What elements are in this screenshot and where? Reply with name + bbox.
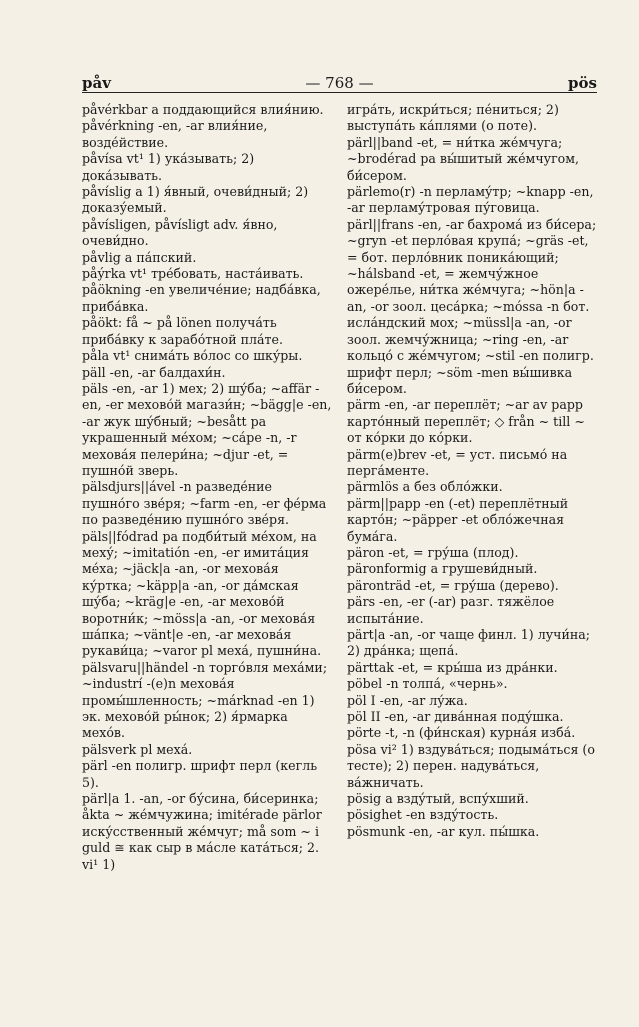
entry: pärl||frans -en, -ar бахрома́ из би́сера; ~gryn -et перло́вая крупа́; ~gräs -et, = бот. перло́вник поника́ющий; ~hálsband -et, = жемчу́жное ожере́лье, ни́тка же́мчуга; ~hön|a -an, -or зоол. цеса́рка; ~móssa -n бот. исла́ндский мох; ~müssl|a -an, -or зоол. жемчу́жница; ~ring -en, -ar кольцо́ с же́мчугом; ~stil -en полигр. шрифт перл; ~söm -men вы́шивка би́сером. [347,216,597,396]
header-right-guide-word: pös [568,74,597,92]
entry: pöbel -n толпа́, «чернь». [347,676,508,692]
entry: påvíslig a 1) я́вный, очеви́дный; 2) доказу́емый. [82,184,309,216]
entry: påvérkbar a поддающийся влия́нию. [82,102,324,117]
entry: игра́ть, искри́ться; пе́ниться; 2) выступа́ть ка́плями (о поте). [347,102,559,134]
page-header [82,70,597,93]
entry: påvísa vt¹ 1) ука́зывать; 2) дока́зывать. [82,151,255,183]
entry: pösmunk -en, -ar кул. пы́шка. [347,823,540,839]
entry: päll -en, -ar балдахи́н. [82,364,226,380]
entry: pörte -t, -n (фи́нская) курна́я изба́. [347,725,576,741]
entry: påvérkning -en, -ar влия́ние, возде́йствие. [82,118,268,150]
header-left-guide-word: påv [82,74,111,92]
entry: pärt|a -an, -or чаще финл. 1) лучи́на; 2) дра́нка; щепа́. [347,627,591,659]
entry: päronformig a грушеви́дный. [347,561,538,577]
entry: pärlemo(r) -n перламу́тр; ~knapp -en, -ar перламу́тровая пу́говица. [347,184,594,216]
entry: påýrka vt¹ тре́бовать, наста́ивать. [82,266,304,282]
entry: päls -en, -ar 1) мех; 2) шу́ба; ~affär -en, -er мехово́й магази́н; ~bägg|e -en, -ar жук шу́бный; ~besått pa украшенный ме́хом; ~cáре -n, -r мехова́я пелери́на; ~djur -et, = пушно́й зверь. [82,380,332,478]
entry: pärs -en, -er (-ar) разг. тяжёлое испыта́ние. [347,594,555,626]
entry: pälsverk pl меха́. [82,741,193,757]
entry: pärl||band -et, = ни́тка же́мчуга; ~brodérad pa вы́шитый же́мчугом, би́сером. [347,134,580,183]
entry: päls||fódrad pa подби́тый ме́хом, на меху́; ~imitatión -en, -er имита́ция ме́ха; ~jäck|a -an, -or мехова́я ку́ртка; ~käpp|a -an, -or да́мская шу́ба; ~kräg|e -en, -ar мехово́й воротни́к; ~möss|a -an, -or мехова́я ша́пка; ~vänt|e -en, -ar мехова́я рукави́ца; ~varor pl меха́, пушни́на. [82,528,322,659]
entry: pärm -en, -ar переплёт; ~ar av papp карто́нный переплёт; ◇ från ~ till ~ от ко́рки до ко́рки. [347,397,585,446]
entry: pärttak -et, = кры́ша из дра́нки. [347,659,558,675]
entry: pälsdjurs||ável -n разведе́ние пушно́го зве́ря; ~farm -en, -er фе́рма по разведе́нию пушно́го зве́ря. [82,479,327,528]
entry: påvlig a па́пский. [82,249,197,265]
entry: pöl I -en, -ar лу́жа. [347,692,468,708]
entry: pösig a взду́тый, вспу́хший. [347,791,529,807]
entry: påvísligen, påvísligt adv. я́вно, очеви́дно. [82,216,278,249]
entry: pärm(e)brev -et, = уст. письмо́ на перга́менте. [347,446,568,478]
entry: pärm||papp -en (-et) переплётный карто́н; ~päpper -et обло́жечная бума́га. [347,495,569,544]
entry: påla vt¹ снима́ть во́лос со шку́ры. [82,348,303,364]
entry: pösighet -en взду́тость. [347,807,499,823]
entry: pärmlös a без обло́жки. [347,479,503,495]
left-column [82,102,332,873]
entry: pösa vi² 1) вздува́ться; подыма́ться (о тесте); 2) перен. надува́ться, ва́жничать. [347,741,595,790]
entry: päron -et, = гру́ша (плод). [347,544,519,560]
entry: pärl -en полигр. шрифт перл (кегль 5). [82,758,318,790]
page-number: — 768 — [305,74,374,92]
entry: pärl|a 1. -an, -or бу́сина, би́серинка; åkta ~ же́мчужина; imitérade pärlor иску́сственный же́мчуг; må som ~ i guld ≅ как сыр в ма́сле ката́ться; 2. vi¹ 1) [82,791,322,872]
entry: pöl II -en, -ar дива́нная поду́шка. [347,709,564,725]
entry: pälsvaru||händel -n торго́вля меха́ми; ~industrí -(e)n мехова́я промы́шленность; ~márknad -en 1) эк. мехово́й ры́нок; 2) я́рмарка мехо́в. [82,659,328,741]
right-column [347,102,597,840]
entry: påökning -en увеличе́ние; надба́вка, приба́вка. [82,282,321,314]
entry: påökt: få ~ på lönen получа́ть приба́вку к зарабо́тной пла́те. [82,315,283,347]
entry: päronträd -et, = гру́ша (дерево). [347,577,559,593]
